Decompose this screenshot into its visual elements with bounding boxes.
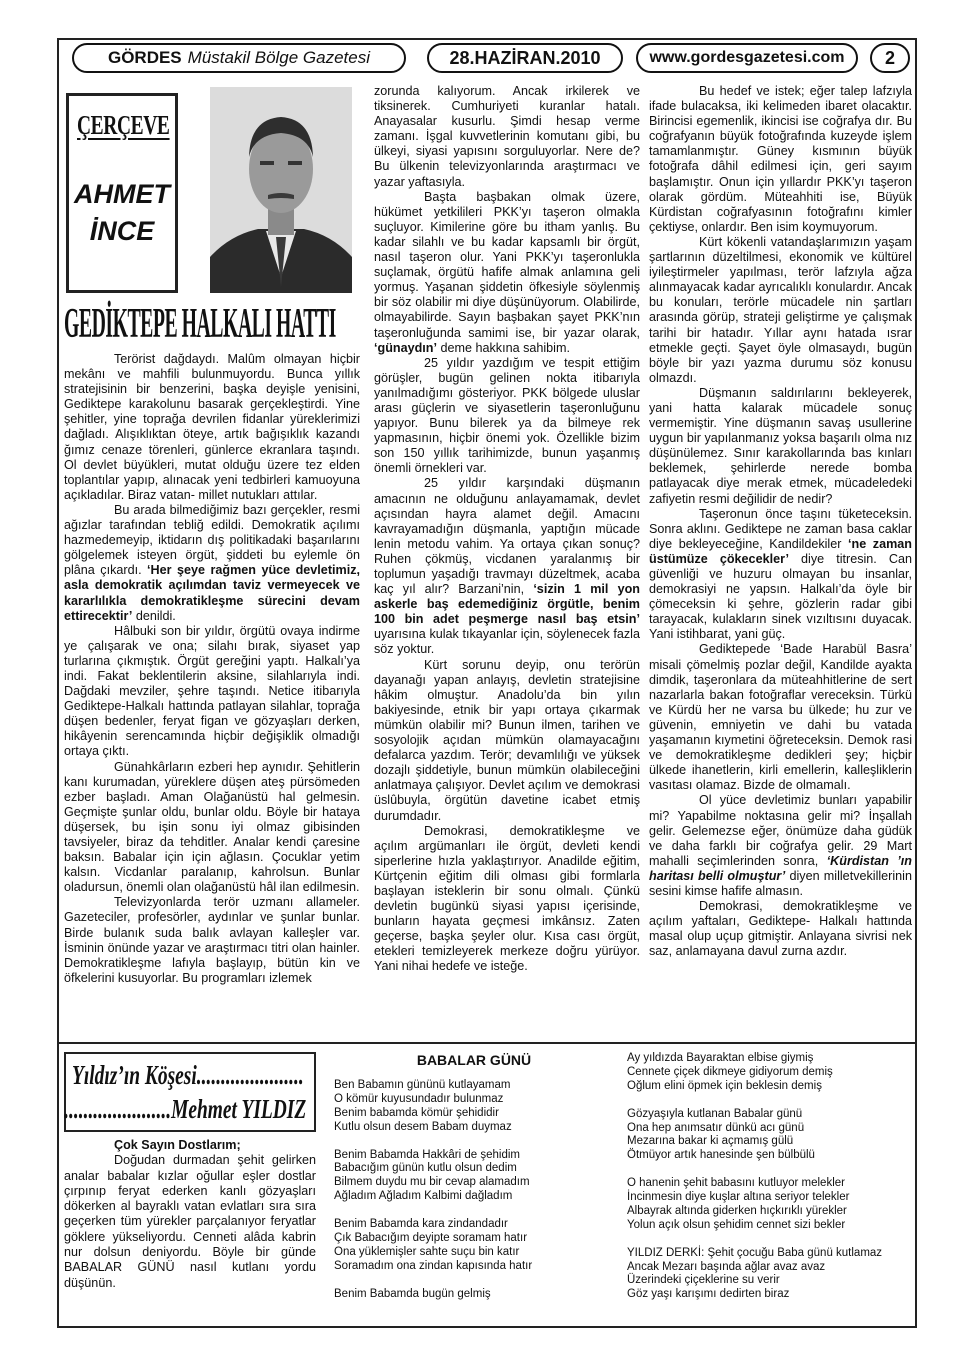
paragraph-text: Terörist dağdaydı. Malûm olmayan hiçbir mekânı ve mahfili bulunmuyordu. Bunca yıllık stratejisinin bir benzerini, başka deyişle yenisini, Gediktepe karakolunu basarak gerçekleştirdi. Yine şehitler, yine toprağa devrilen fidanlar yüreklerimizi dağladı. Alışıklıktan öteye, artık bağışıklık kazandı ğımız cenaze törenleri, günlerce ekranlara taşındı. Ol devlet büyükleri, mutat olduğu üzere tez elden toplantılar yapıp, alınacak yeni tedbirleri kamuoyuna açıkladılar. Biraz vatan- millet nutukları attılar. — [64, 352, 360, 502]
paragraph — [374, 476, 640, 657]
paragraph-text: Hâlbuki son bir yıldır, örgütü ovaya indirme ye çalışarak ve ona; silahı bırak, siyaset yap turlarına çıkmıştık. Örgüt gereğini yaptı. Halkalı’ya indi. Fakat beklentilerin aksine, silahlarıyla indi. Dağdaki mevziler, şehre taşındı. Netice itibarıyla Gediktepe-Halkalı hattında patlayan silahlar, toprağa düşen bedenler, feryat figan ve gözyaşları derken, hikâyenin serencamında hiçbir değişiklik olmadığı ortaya çıktı. — [64, 623, 360, 759]
stanza — [334, 1288, 614, 1302]
paragraph — [64, 895, 360, 986]
paragraph-text: Günahkârların ezberi hep aynıdır. Şehitlerin kanı kurumadan, yüreklere düşen ateş pürsömeden ezber başladı. Aman Olağanüstü hal gelmesin. Geçmişte şunlar oldu, bunlar oldu. Böyle bir hataya düşersek, bu işin sonu iyi olmaz gibisinden tavsiyeler, biraz da tehditler. Analar kendi çaresine baksın. Babalar için için ağlasın. Çocuklar yetim kalsın. Vicdanlar paralanıp, kahrolsun. Bunlar oladursun, önemli olan olağanüstü hâl ilan edilmesin. — [64, 759, 360, 895]
stanza — [334, 1079, 614, 1135]
article-headline: GEDİKTEPE HALKALI HATTI — [64, 301, 336, 347]
poem-line: Göz yaşı karışımı dedirten biraz — [627, 1288, 790, 1301]
paragraph — [649, 793, 912, 899]
stanza — [627, 1177, 912, 1233]
poem-line: Çık Babacığım deyipte soramam hatır — [334, 1231, 528, 1244]
paragraph — [374, 356, 640, 477]
paragraph-text: diyen milletvekillerinin sesini kimse hafife almasın. — [649, 868, 912, 898]
page-number: 2 — [870, 43, 910, 73]
article-column-1 — [64, 352, 360, 986]
paragraph-text: Televizyonlarda terör uzmanı allameler. Gazeteciler, profesörler, aydınlar ve şunlar bunlar. Birde bulanık suda balık avlayan kalleşler var. İsminin önünde yazar ve araştırmacı titri olan hainler. Demokratikleşme lafıyla başlayıp, bütün kin ve öfkelerini kusuyorlar. Bu programları izlemek — [64, 895, 360, 985]
poem-line: Gözyaşıyla kutlanan Babalar günü — [627, 1107, 803, 1120]
poem-line: Üzerindeki çiçeklerine su verir — [627, 1274, 780, 1287]
stanza — [627, 1108, 912, 1164]
emphasis-quote: ‘Kürdistan ’ın haritası belli olmuştur’ — [649, 853, 912, 883]
masthead-website: www.gordesgazetesi.com — [636, 43, 858, 73]
salutation: Çok Sayın Dostlarım; — [114, 1138, 241, 1152]
paragraph-text: 25 yıldır yazdığım ve tespit ettiğim görüşler, bugün gelinen nokta itibarıyla yanılmadığımı gösteriyor. PKK bölgede uluslar arası güçlerin ve siyasetlerin taşeronluğunu yapıyor. Bunu bilerek ya da bilmeye rek yapmasının, hiçbir önemi yok. Özellikle bizim son 150 yıllık tarihimizde, bunun yaşanmış önemli örnekleri var. — [374, 355, 640, 476]
masthead-date: 28.HAZİRAN.2010 — [427, 43, 623, 73]
stanza — [627, 1247, 912, 1303]
poem-line: Benim Babamda bugün gelmiş — [334, 1287, 491, 1300]
paragraph-text: Düşmanın saldırılarını bekleyerek, yani hatta kalarak mücadele sonuç vermemiştir. Yine düşmanın savaş usullerine uygun bir yapılanmanız yoksa başarılı olma nız düşünülemez. Sınır karakollarında bas kınları beklemek, şehirlerde nerede bomba patlayacak diye merak etmek, mücadeledeki zafiyetin resmi değilidir de nedir? — [649, 385, 912, 506]
paragraph — [64, 503, 360, 624]
yildiz-kosesi-text — [64, 1138, 316, 1291]
paragraph — [64, 760, 360, 896]
paragraph-text: Kürt sorunu deyip, onu terörün dayanağı yapan anlayış, devletin stratejisine hâkim olmuştur. Anadolu’da bin yılın bakiyesinde, etnik bir yapı ortaya çıkarmak mümkün olabilir mi? Bunun ilmen, tarihen ve sosyolojik açıdan mümkün olamayacağını defalarca yazdım. Terör; devamlılığı ve yüksek dozajlı şiddetiyle, bunun mümkün olabileceğini anlatmaya çalışıyor. Devlet açılım ve demokrasi üslûbuyla, örgütün davetine icabet etmiş durumdadır. — [374, 657, 640, 823]
paragraph-text: diye titresin. Can güvenliği ve huzuru olmayan bu insanlar, demokrasiyi ne yapsın. Halkalı’da öyle bir çömeceksin ki şehre, gözlerin radar gibi tarayacak, kulakların sinek vızıltısını duyacak. Yani istihbarat, yani güç. — [649, 551, 912, 642]
paragraph-text: denildi. — [132, 608, 176, 623]
paragraph — [649, 642, 912, 793]
paragraph — [374, 190, 640, 356]
column-label-box — [66, 93, 178, 293]
paragraph — [649, 899, 912, 959]
emphasis-quote: ‘ne zaman üstümüze çökecekler’ — [649, 536, 912, 566]
poem-line: YILDIZ DERKİ: Şehit çocuğu Baba günü kutlamaz — [627, 1246, 883, 1259]
poem-line: Albayrak altında giderken hıçkırıklı yürekler — [627, 1204, 847, 1217]
paragraph-text: Demokrasi, demokratikleşme ve açılım yaftaları, Gediktepe- Halkalı hattında masal olup uçup gitmiştir. Anlayana sivrisi nek saz, anlamayana davul zurna azdır. — [649, 899, 912, 959]
paper-name: GÖRDES — [107, 48, 182, 67]
paragraph-text: Demokrasi, demokratikleşme ve açılım argümanları ile örgüt, devleti kendi siperlerine hızla yaklaştırıyor. Anadilde eğitim, Kürtçenin eğitim dili olması gibi formlarla başlayan isteklerin bir sonu olmalı. Çünkü devletin bugünkü siyasi yapısı içerisinde, bunların hayata geçmesi imkânsız. Zaten geçerse, başka şeyler olur. Kısa cası örgüt, etekleri temizleyerek merkeze doğru yürüyor. Yani nihai hedefe ve isteğe. — [374, 823, 640, 974]
paragraph-text: Taşeronun önce taşını tüketeceksin. Sonra aklını. Gediktepe ne zaman basa caklar diye bekleyeceğine, Kandildekiler — [649, 506, 912, 551]
poem-line: Ay yıldızda Bayaraktan elbise giymiş — [627, 1052, 814, 1064]
poem-line: Bilmem duydu mu bir cevap alamadım — [334, 1176, 530, 1189]
paragraph — [374, 84, 640, 190]
paragraph-text: deme hakkına sahibim. — [436, 340, 570, 355]
poem-line: Yolun açık olsun şehidim cennet sizi bekler — [627, 1218, 846, 1231]
yildiz-kosesi-body: Doğudan durmadan şehit gelirken analar babalar kızlar oğullar eşler dostlar çırpınıp feryat ederken kanlı gözyaşları dökerken al bayraklı vatan evlatları sıra sıra geçerken tüm yürekler parçalanıyor feryatlar göklere yükseliyordu. Cenneti alâda kabrin nur dolsun deniyordu. Böyle bir günde BABALAR GÜNÜ nasıl kutlanı yordu düşünün. — [64, 1153, 316, 1290]
poem-line: Ona yüklemişler sahte suçu bin katır — [334, 1245, 520, 1258]
paragraph-text: Kürt kökenli vatandaşlarımızın yaşam şartlarının düzeltilmesi, ekonomik ve kültürel iyileştirmeler yapılması, terör lafzıyla ağza alınmayacak kadar ayrıcalıklı konulardır. Ancak bu konuları, terörle mücadele nin şartları arasında görüp, strateji geliştirme ye çalışmak tarihi bir hatadır. Yıllar aynı hatada ısrar etmekle geçti. Şayet öyle olmasaydı, bugün böyle bir yazı yazma durumu söz konusu olmazdı. — [649, 234, 912, 385]
poem-line: Ben Babamın gününü kutlayamam — [334, 1079, 511, 1091]
emphasis-quote: ‘Her şeye rağmen yüce devletimiz, asla demokratik açılımdan taviz vermeyecek ve kararlılıkla demokratikleşme sürecini devam ettirecektir’ — [64, 563, 360, 623]
paragraph — [649, 235, 912, 386]
poem-line: Ona hep anımsatır dünkü acı günü — [627, 1121, 805, 1134]
emphasis-quote: ‘günaydın’ — [374, 340, 437, 355]
poem-left — [334, 1079, 614, 1315]
stanza — [627, 1052, 912, 1094]
paragraph — [649, 386, 912, 507]
paragraph — [374, 658, 640, 824]
poem-line: Ötmüyor artık hanesinde şen bülbülü — [627, 1149, 815, 1162]
poem-line: Ağladım Ağladım Kalbimi dağladım — [334, 1190, 513, 1203]
article-column-3 — [649, 84, 912, 959]
paragraph-text: Bu arada bilmediğimiz bazı gerçekler, resmi ağızlar tarafından tebliğ edildi. Demokratik açılımı hazmedemeyip, iktidarın dış politikadaki başarılarını gölgelemek isteyen örgüt, şiddeti bu eylemle ön plâna çıkardı. — [64, 502, 360, 578]
section-divider — [58, 1042, 916, 1044]
author-first-name: AHMET — [74, 179, 170, 209]
poem-line: Oğlum elini öpmek için beklesin demiş — [627, 1079, 822, 1092]
paragraph-text: Ol yüce devletimiz bunları yapabilir mi? Yapabilme noktasına gelir mi? İnşallah gelir. Gelemezse eğer, önümüze daha güdük ve daha farklı bir coğrafya gelir. 29 Mart mahalli seçimlerinden sonra, — [649, 793, 912, 868]
poem-line: O kömür kuyusundadır bulunmaz — [334, 1092, 504, 1105]
poem-line: Ancak Mezarı başında ağlar avaz avaz — [627, 1260, 826, 1273]
yildiz-kosesi-box — [64, 1052, 316, 1132]
paragraph — [374, 824, 640, 975]
yildiz-kosesi-title: Yıldız’ın Köşesi...................... — [72, 1060, 304, 1090]
paragraph-text: Bu hedef ve istek; eğer talep lafzıyla ifade bulacaksa, iki kelimeden ibaret olacaktır. Birincisi egemenlik, ikincisi ise coğrafya dır. Bu coğrafyanın büyük fotoğrafında kuzeyde işlem tamamlanmıştır. Güney kısmının büyük fotoğrafa dâhil edilmesi için, geri sayım başlamıştır. Onun için yıllardır PKK’yı taşeron olarak gördüm. Müteahhiti ise, Büyük Kürdistan coğrafyasının fotoğrafını kimler çektiyse, onlardır. Ben isim koymuyorum. — [649, 84, 912, 234]
paragraph — [64, 352, 360, 503]
masthead-paper-name — [72, 43, 406, 73]
yildiz-kosesi-author: ......................Mehmet YILDIZ — [63, 1094, 306, 1124]
poem-line: Benim Babamda kara zindandadır — [334, 1218, 508, 1231]
paragraph-text: 25 yıldır karşındaki düşmanın amacının ne olduğunu anlayamamak, devlet açısından hayra alamet değil. Amacını kavrayamadığın düşmanla, yaptığın mücade lenin metodu vahim. Ya ortaya çıkan sonuç? Ruhen çökmüş, vicdanen yaralanmış bir toplumun yaşadığı travmayı düzeltmek, acaba kaç yıl alır? Barzani’nin, — [374, 476, 640, 597]
poem-line: Soramadım ona zindan kapısında hatır — [334, 1259, 533, 1272]
poem-line: O hanenin şehit babasını kutluyor melekler — [627, 1177, 845, 1190]
paper-subtitle: Müstakil Bölge Gazetesi — [187, 48, 371, 67]
poem-line: Kutlu olsun desem Babam duymaz — [334, 1120, 512, 1133]
paragraph-text: Gediktepede ‘Bade Harabül Basra’ misali çömelmiş pozlar değil, Kandilde ayakta dimdik, taşeronlara da müteahhitlerine de sert nazarlarla bakan fotoğraflar vereceksin. Türkü ve Kürdü her ne varsa bu ülkede; hu zur ve güvenin, emniyetin ve dahi bu vatada yaşamanın kıymetini öğreteceksin. Demok rasi ve demokratikleşme dedikleri şey; hiçbir ülkede ihanetlerin, kirli emellerin, kalleşliklerin vasıtası olamaz. Bizde de olmamalı. — [649, 642, 912, 793]
poem-line: Benim babamda kömür şehididir — [334, 1106, 499, 1119]
stanza — [334, 1218, 614, 1274]
author-last-name: İNCE — [89, 216, 155, 246]
paragraph-text: Başta başbakan olmak üzere, hükümet yetkilileri PKK’yı taşeron olmakla suçluyor. Kimilerine göre bu itham yanlış. Bu kadar silahlı ve bu kadar kapsamlı bir örgüt, nasıl taşeron olur. Yani PKK’yı taşeronlukla suçlamak, örgütü hafife almak anlamına geli yormuş. Yaşanan şiddetin öfkesiyle söylenmiş bir söz olabilir mi diye düşünüyorum. Olabilirde, olmayabilirde. Sayın başbakan şayet PKK’nın taşeronluğunda samimi ise, bir yazar olarak, — [374, 189, 640, 340]
paragraph-text: zorunda kalıyorum. Ancak irkilerek ve tiksinerek. Cumhuriyeti kuranlar hatalı. Anayasalar kusurlu. Şimdi hesap verme zamanı. İşgal kuvvetlerinin komutanı gibi, bu ülkeyi, siyasi yapısını sorguluyorlar. Nere de? Bu ülkenin televizyonlarında araştırmacı ve yazar yaftasıyla. — [374, 84, 640, 189]
paragraph-text: uyarısına kulak tıkayanlar için, söylenecek fazla söz yoktur. — [374, 627, 640, 657]
poem-line: İncinmesin diye kuşlar altına seriyor telekler — [627, 1191, 850, 1204]
poem-right — [627, 1052, 912, 1316]
author-photo — [210, 87, 352, 293]
poem-title: BABALAR GÜNÜ — [416, 1052, 532, 1068]
paragraph — [64, 624, 360, 760]
poem-line: Mezarına bakar ki açmamış gülü — [627, 1135, 794, 1148]
paragraph — [649, 507, 912, 643]
column-label: ÇERÇEVE — [77, 110, 170, 140]
stanza — [334, 1149, 614, 1205]
poem-line: Babacığım günün kutlu olsun dedim — [334, 1162, 517, 1175]
emphasis-quote: ‘sizin 1 mil yon askerle baş edemediğiniz örgütle, benim 100 bin adet peşmerge nasıl baş etsin’ — [374, 582, 640, 627]
paragraph — [649, 84, 912, 235]
poem-line: Benim Babamda Hakkâri de şehidim — [334, 1148, 521, 1161]
poem-line: Cennete çiçek dikmeye gidiyorum demiş — [627, 1065, 833, 1078]
author-box — [62, 87, 358, 297]
article-column-2 — [374, 84, 640, 975]
